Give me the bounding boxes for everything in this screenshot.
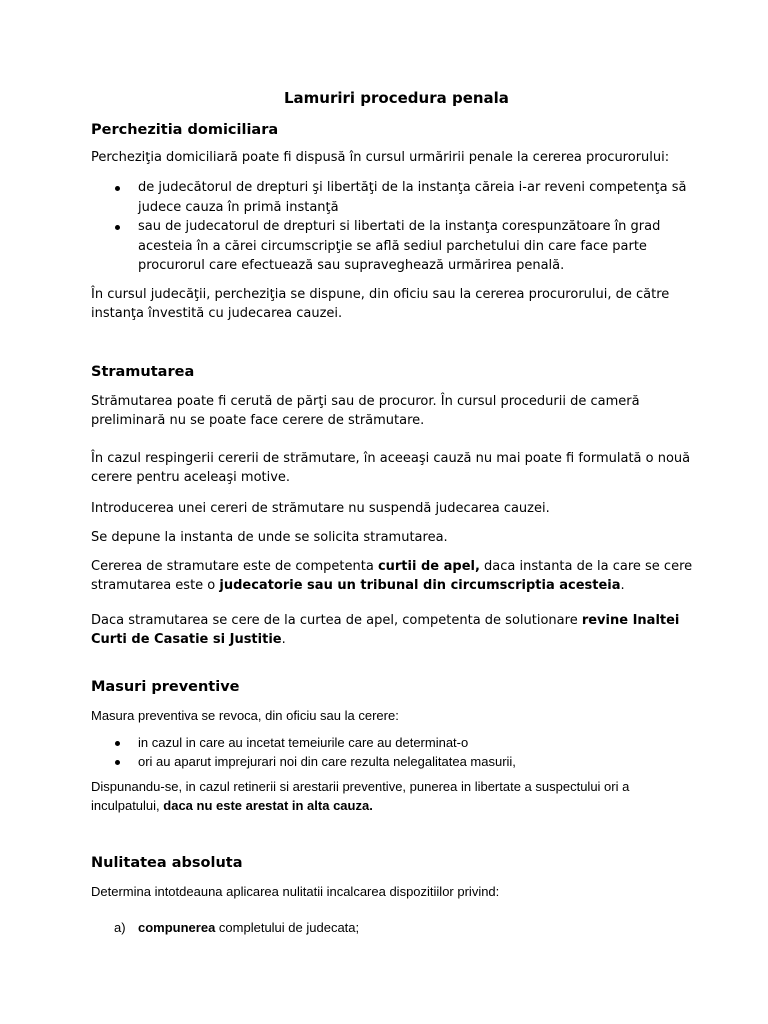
text-run-bold: daca nu este arestat in alta cauza. [163, 798, 373, 813]
section-heading-perchezitia: Perchezitia domiciliara [91, 122, 279, 138]
text-run: Cererea de stramutare este de competenta [91, 559, 378, 574]
paragraph-line [91, 796, 373, 816]
paragraph-line [91, 611, 679, 631]
text-run: inculpatului, [91, 798, 164, 813]
paragraph-line: cerere pentru aceleaşi motive. [91, 470, 291, 485]
text-run: daca instanta de la care se cere [479, 559, 693, 574]
section-heading-masuri-preventive: Masuri preventive [91, 679, 240, 695]
paragraph: Introducerea unei cereri de strămutare nu suspendă judecarea cauzei. [91, 501, 550, 516]
bullet-icon [115, 186, 120, 191]
paragraph-line: preliminară nu se poate face cerere de strămutare. [91, 413, 425, 428]
paragraph: Se depune la instanta de unde se solicita stramutarea. [91, 530, 448, 545]
list-item-line: sau de judecatorul de drepturi si libertati de la instanţa corespunzătoare în grad [138, 219, 661, 234]
text-run: stramutarea este o [91, 578, 220, 593]
paragraph-line [91, 557, 692, 577]
bullet-icon [115, 225, 120, 230]
text-run: completului de judecata; [215, 920, 360, 935]
text-run-bold: judecatorie sau un tribunal din circumscriptia acesteia [219, 578, 621, 593]
paragraph-line: Strămutarea poate fi cerută de părţi sau de procuror. În cursul procedurii de cameră [91, 394, 640, 409]
bullet-icon [115, 741, 120, 746]
paragraph-line [91, 630, 286, 650]
text-run-bold: compunerea [138, 920, 216, 935]
paragraph-line [91, 576, 625, 596]
text-run-bold: curtii de apel, [377, 559, 480, 574]
paragraph-line: În cursul judecăţii, percheziţia se dispune, din oficiu sau la cererea procurorului, de către [91, 287, 670, 302]
paragraph-line: În cazul respingerii cererii de strămutare, în aceeaşi cauză nu mai poate fi formulată o nouă [91, 451, 691, 466]
document-title: Lamuriri procedura penala [284, 89, 509, 107]
paragraph: Percheziţia domiciliară poate fi dispusă în cursul urmăririi penale la cererea procurorului: [91, 150, 670, 165]
section-heading-stramutarea: Stramutarea [91, 364, 195, 380]
bullet-icon [115, 760, 120, 765]
paragraph: Determina intotdeauna aplicarea nulitatii incalcarea dispozitiilor privind: [91, 884, 500, 899]
list-item: ori au aparut imprejurari noi din care rezulta nelegalitatea masurii, [138, 754, 516, 769]
list-marker: a) [114, 920, 126, 935]
text-run: . [281, 632, 286, 647]
paragraph-line: Dispunandu-se, in cazul retinerii si arestarii preventive, punerea in libertate a suspectului ori a [91, 779, 630, 794]
text-run: Daca stramutarea se cere de la curtea de apel, competenta de solutionare [91, 613, 582, 628]
paragraph: Masura preventiva se revoca, din oficiu sau la cerere: [91, 708, 399, 723]
list-item-line: judece cauza în primă instanţă [138, 200, 339, 215]
section-heading-nulitatea-absoluta: Nulitatea absoluta [91, 855, 243, 871]
paragraph-line: instanţa învestită cu judecarea cauzei. [91, 306, 343, 321]
list-item: in cazul in care au incetat temeiurile care au determinat-o [138, 735, 469, 750]
list-item-line: acesteia în a cărei circumscripţie se află sediul parchetului din care face parte [138, 239, 647, 254]
text-run-bold: revine Inaltei [581, 613, 680, 628]
text-run-bold: Curti de Casatie si Justitie [91, 632, 282, 647]
list-item [138, 918, 359, 938]
list-item-line: procurorul care efectuează sau supraveghează urmărirea penală. [138, 258, 565, 273]
list-item-line: de judecătorul de drepturi şi libertăţi de la instanţa căreia i-ar reveni competenţa să [138, 180, 687, 195]
text-run: . [620, 578, 625, 593]
